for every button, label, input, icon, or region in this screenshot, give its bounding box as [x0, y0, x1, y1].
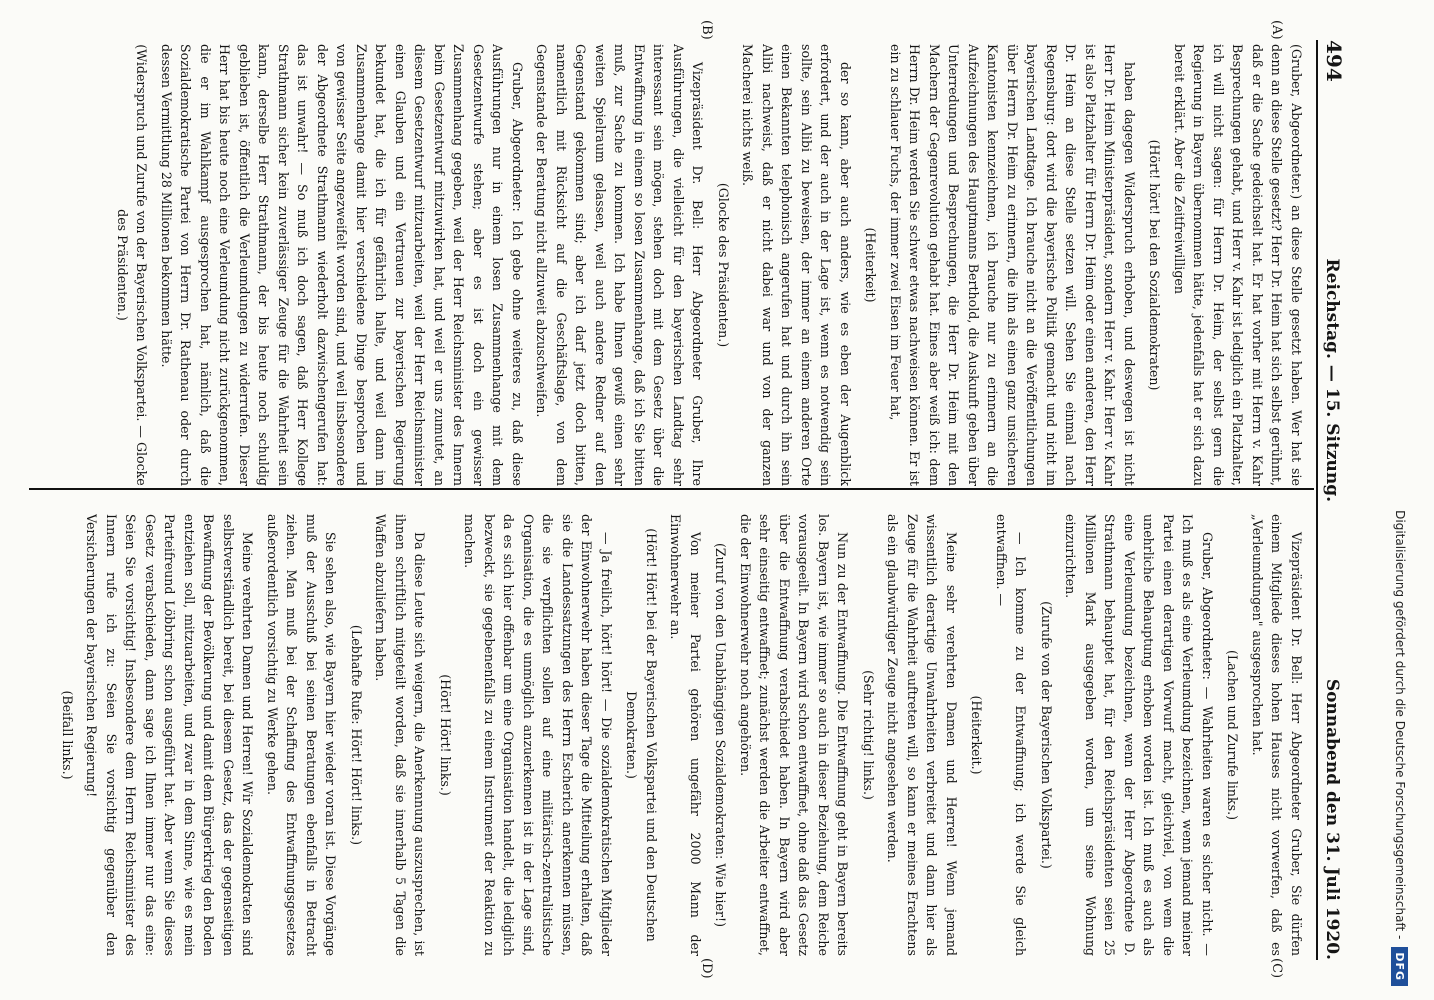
digitization-watermark [1376, 14, 1424, 986]
interjection: (Lebhafte Rufe: Hört! Hört! links.) [349, 624, 364, 846]
interjection: (Hört! Hört! bei der Bayerischen Volkspartei und den Deutschen Demokraten.) [624, 528, 659, 942]
interjection: (Beifall links.) [60, 690, 75, 780]
interjection: (Heiterkeit.) [969, 695, 985, 775]
paragraph: Nun zu der Entwaffnung. Die Entwaffnung geht in Bayern bereits los. Bayern ist, wie immer so auch in dieser Beziehung, dem Reiche vorausgeeilt. In Bayern wird schon entwaffnet, ohne daß das Gesetz über die Entwaffnung verabschiedet haben. In Bayern wird aber sehr einseitig entwaffnet; zunächst werden die Arbeiter entwaffnet, die der Einwohnerwehr noch angehören. [738, 514, 851, 956]
interjection: (Lachen und Zurufe links.) [1225, 649, 1241, 821]
interjection: (Hört! hört! bei den Sozialdemokraten) [1147, 139, 1163, 391]
left-column [26, 44, 1306, 486]
paragraph: — Ja freilich, hört! hört! — Die sozialdemokratischen Mitglieder der Einwohnerwehr haben dieser Tage die Mitteilung erhalten, daß sie die Landessatzungen des Herrn Escherich anerkennen müssen, die sie verpflichten sollen auf eine militärisch-zentralistische Organisation, die es unmöglich anzuerkennen ist in der Lage sind, da es sich hier offenbar um eine Organisation handelt, die lediglich bezweckt, sie gegebenenfalls zu einem Instrument der Reaktion zu machen. [462, 514, 614, 956]
paragraph: Von meiner Partei gehören ungefähr 2000 Mann der Einwohnerwehr an. [668, 514, 703, 956]
watermark-text: Digitalisierung gefördert durch die Deutsche Forschungsgemeinschaft - [1393, 510, 1407, 940]
margin-letter-a: (A) [1269, 20, 1284, 40]
paragraph: — Ich komme zu der Entwaffnung; ich werde Sie gleich entwaffnen. — [994, 514, 1029, 956]
paragraph: (Gruber, Abgeordneter.) an diese Stelle gesetzt haben. Wer hat sie denn an diese Stelle gesetzt? Herr Dr. Heim hat sich selbst gerühmt, daß er die Sache gedeichselt hat. Er hat vorher mit Herrn v. Kahr Besprechungen gehabt, und Herr v. Kahr ist lediglich ein Platzhalter, ich will nicht sagen: für Herrn Dr. Heim, der selbst gern die Regierung in Bayern übernommen hätte, jedenfalls hat er sich dazu bereit erklärt. Aber die Zeitfreiwilligen [1172, 44, 1304, 486]
page-number: 494 [1322, 40, 1346, 82]
interjection: (Heiterkeit) [863, 227, 879, 303]
running-header [1316, 40, 1352, 960]
speech-gruber: Gruber, Abgeordneter: Ich gebe ohne weiteres zu, daß diese Ausführungen nur in einem losen Zusammenhange mit dem Gesetzentwurfe stehen; aber es ist doch ein gewisser Zusammenhang gegeben, weil der Herr Reichsminister des Innern beim Gesetzentwurf mitzuwirken hat, und weil er uns zumutet, an diesem Gesetzentwurf mitzuarbeiten, weil der Herr Reichsminister einen Glauben und ein Vertrauen zur bayerischen Regierung bekundet hat, die ich für gefährlich halte, und weil dann im Zusammenhange damit hier verschiedene Dinge besprochen und von gewisser Seite angezweifelt worden sind, und weil insbesondere der Abgeordnete Strathmann wiederholt dazwischengerufen hat: das ist unwahr! — So muß ich doch sagen, daß Herr Kollege Strathmann sicher kein zuverlässiger Zeuge für die Wahrheit sein kann, derselbe Herr Strathmann, der bis heute noch schuldig geblieben ist, öffentlich die Verleumdungen zu widerrufen. Dieser Herr hat bis heute noch eine Verleumdung nicht zurückgenommen, die er im Wahlkampf ausgesprochen hat, nämlich, daß die Sozialdemokratische Partei von Herrn Dr. Rathenau oder durch dessen Vermittlung 28 Millionen bekommen hätte. [159, 44, 525, 486]
column-divider [29, 488, 1314, 490]
paragraph: haben dagegen Widerspruch erhoben, und deswegen ist nicht Herr Dr. Heim Ministerpräsident, sondern Herr v. Kahr. Herr v. Kahr ist also Platzhalter für Herrn Dr. Heim oder einen anderen, den Herr Dr. Heim an diese Stelle setzen will. Sehen Sie einmal nach Regensburg: dort wird die bayerische Politik gemacht und nicht im bayerischen Landtage. Ich brauche nicht an die Veröffentlichungen über Herrn Dr. Heim zu erinnern, die ihn als einen ganz unsicheren Kantonisten kennzeichnen, ich brauche nur zu erinnern an die Aufzeichnungen des Hauptmanns Berthold, die Auskunft geben über Unterredungen und Besprechungen, die Herr Dr. Heim mit den Machern der Gegenrevolution gehabt hat. Eines aber weiß ich: dem Herrn Dr. Heim werden Sie schwer etwas nachweisen können. Er ist ein zu schlauer Fuchs, der immer zwei Eisen im Feuer hat, [888, 44, 1137, 486]
header-session: Reichstag. — 15. Sitzung. [1322, 258, 1342, 503]
dfg-logo: DFG [1392, 947, 1409, 986]
paragraph: Sie sehen also, wie Bayern hier wieder voran ist. Diese Vorgänge muß der Ausschuß bei seinen Beratungen ebenfalls in Betracht ziehen. Man muß bei der Schaffung des Entwaffnungsgesetzes außerordentlich vorsichtig zu Werke gehen. [265, 514, 339, 956]
paragraph: Meine sehr verehrten Damen und Herren! Wenn jemand wissentlich derartige Unwahrheiten verbreitet und dann hier als Zeuge für die Wahrheit auftreten will, so kann er meines Erachtens als ein glaubwürdiger Zeuge nicht angesehen werden. [885, 514, 959, 956]
speech-vicepresident: Vizepräsident Dr. Bell: Herr Abgeordneter Gruber, Ihre Ausführungen, die vielleicht für den bayerischen Landtag sehr interessant sein mögen, stehen doch mit dem Gesetz über die Entwaffnung in einem so losen Zusammenhange, daß ich Sie bitten muß, zur Sache zu kommen. Ich habe Ihnen gewiß einen sehr weiten Spielraum gelassen, weil auch andere Redner auf den Gegenstand gekommen sind; aber ich darf jetzt doch bitten, namentlich mit Rücksicht auf die Geschäftslage, von dem Gegenstande der Beratung nicht allzuweit abzuschweifen. [534, 44, 706, 486]
right-column [26, 514, 1306, 956]
paragraph: der so kann, aber auch anders, wie es eben der Augenblick erfordert, und der auch in der Lage ist, wenn es notwendig sein sollte, sein Alibi zu beweisen, der immer an einem anderen Orte einen Bekannten telephonisch angerufen hat und durch ihn sein Alibi nachweist, daß er nicht dabei war und von der ganzen Macherei nichts weiß. [740, 44, 853, 486]
interjection: (Zuruf von den Unabhängigen Sozialdemokraten: Wie hier!) [713, 542, 729, 928]
paragraph: Da diese Leute sich weigern, die Anerkennung auszusprechen, ist ihnen schriftlich mitgeteilt worden, daß sie innerhalb 5 Tagen die Waffen abzuliefern haben. [373, 514, 428, 956]
interjection: (Sehr richtig! links.) [861, 670, 876, 800]
speech-vicepresident: Vizepräsident Dr. Bell: Herr Abgeordneter Gruber, Sie dürfen einem Mitgliede dieses hohen Hauses nicht vorwerfen, daß es „Verleumdungen" ausgesprochen hat. [1250, 514, 1304, 956]
margin-letter-b: (B) [699, 20, 714, 40]
interjection: (Glocke des Präsidenten.) [716, 182, 731, 348]
margin-letter-c: (C) [1269, 958, 1284, 979]
paragraph: Meine verehrten Damen und Herren! Wir Sozialdemokraten sind selbstverständlich bereit, bei diesem Gesetz, das der gegenseitigen Bewaffnung der Bevölkerung und damit dem Bürgerkrieg den Boden entziehen soll, mitzuarbeiten, und zwar in dem Sinne, wie es mein Parteifreund Löbbring schon ausgeführt hat. Aber wenn Sie dieses Gesetz verabschieden, dann sage ich Ihnen immer nur das eine: Seien Sie vorsichtig! Insbesondere dem Herrn Reichsminister des Innern rufe ich zu: Seien Sie vorsichtig gegenüber den Versicherungen der bayerischen Regierung! [84, 514, 256, 956]
interjection: (Zurufe von der Bayerischen Volkspartei.) [1039, 601, 1054, 869]
margin-letter-d: (D) [699, 958, 714, 979]
speech-gruber: Gruber, Abgeordneter: — Wahrheiten waren es sicher nicht. — Ich muß es als eine Verleumdung bezeichnen, wenn jemand meiner Partei einen derartigen Vorwurf macht, gleichviel, von wem die unehrliche Behauptung erhoben worden ist. Ich muß es auch als eine Verleumdung bezeichnen, wenn der Herr Abgeordnete D. Strathmann behauptet hat, für den Reichspräsidenten seien 25 Millionen Mark ausgegeben worden, um seine Wohnung einzurichten. [1063, 514, 1215, 956]
interjection: (Widerspruch und Zurufe von der Bayerischen Volkspartei. — Glocke des Präsidenten.) [115, 44, 150, 486]
interjection: (Hört! Hört! links.) [438, 674, 453, 796]
header-date: Sonnabend den 31. Juli 1920. [1322, 678, 1342, 960]
